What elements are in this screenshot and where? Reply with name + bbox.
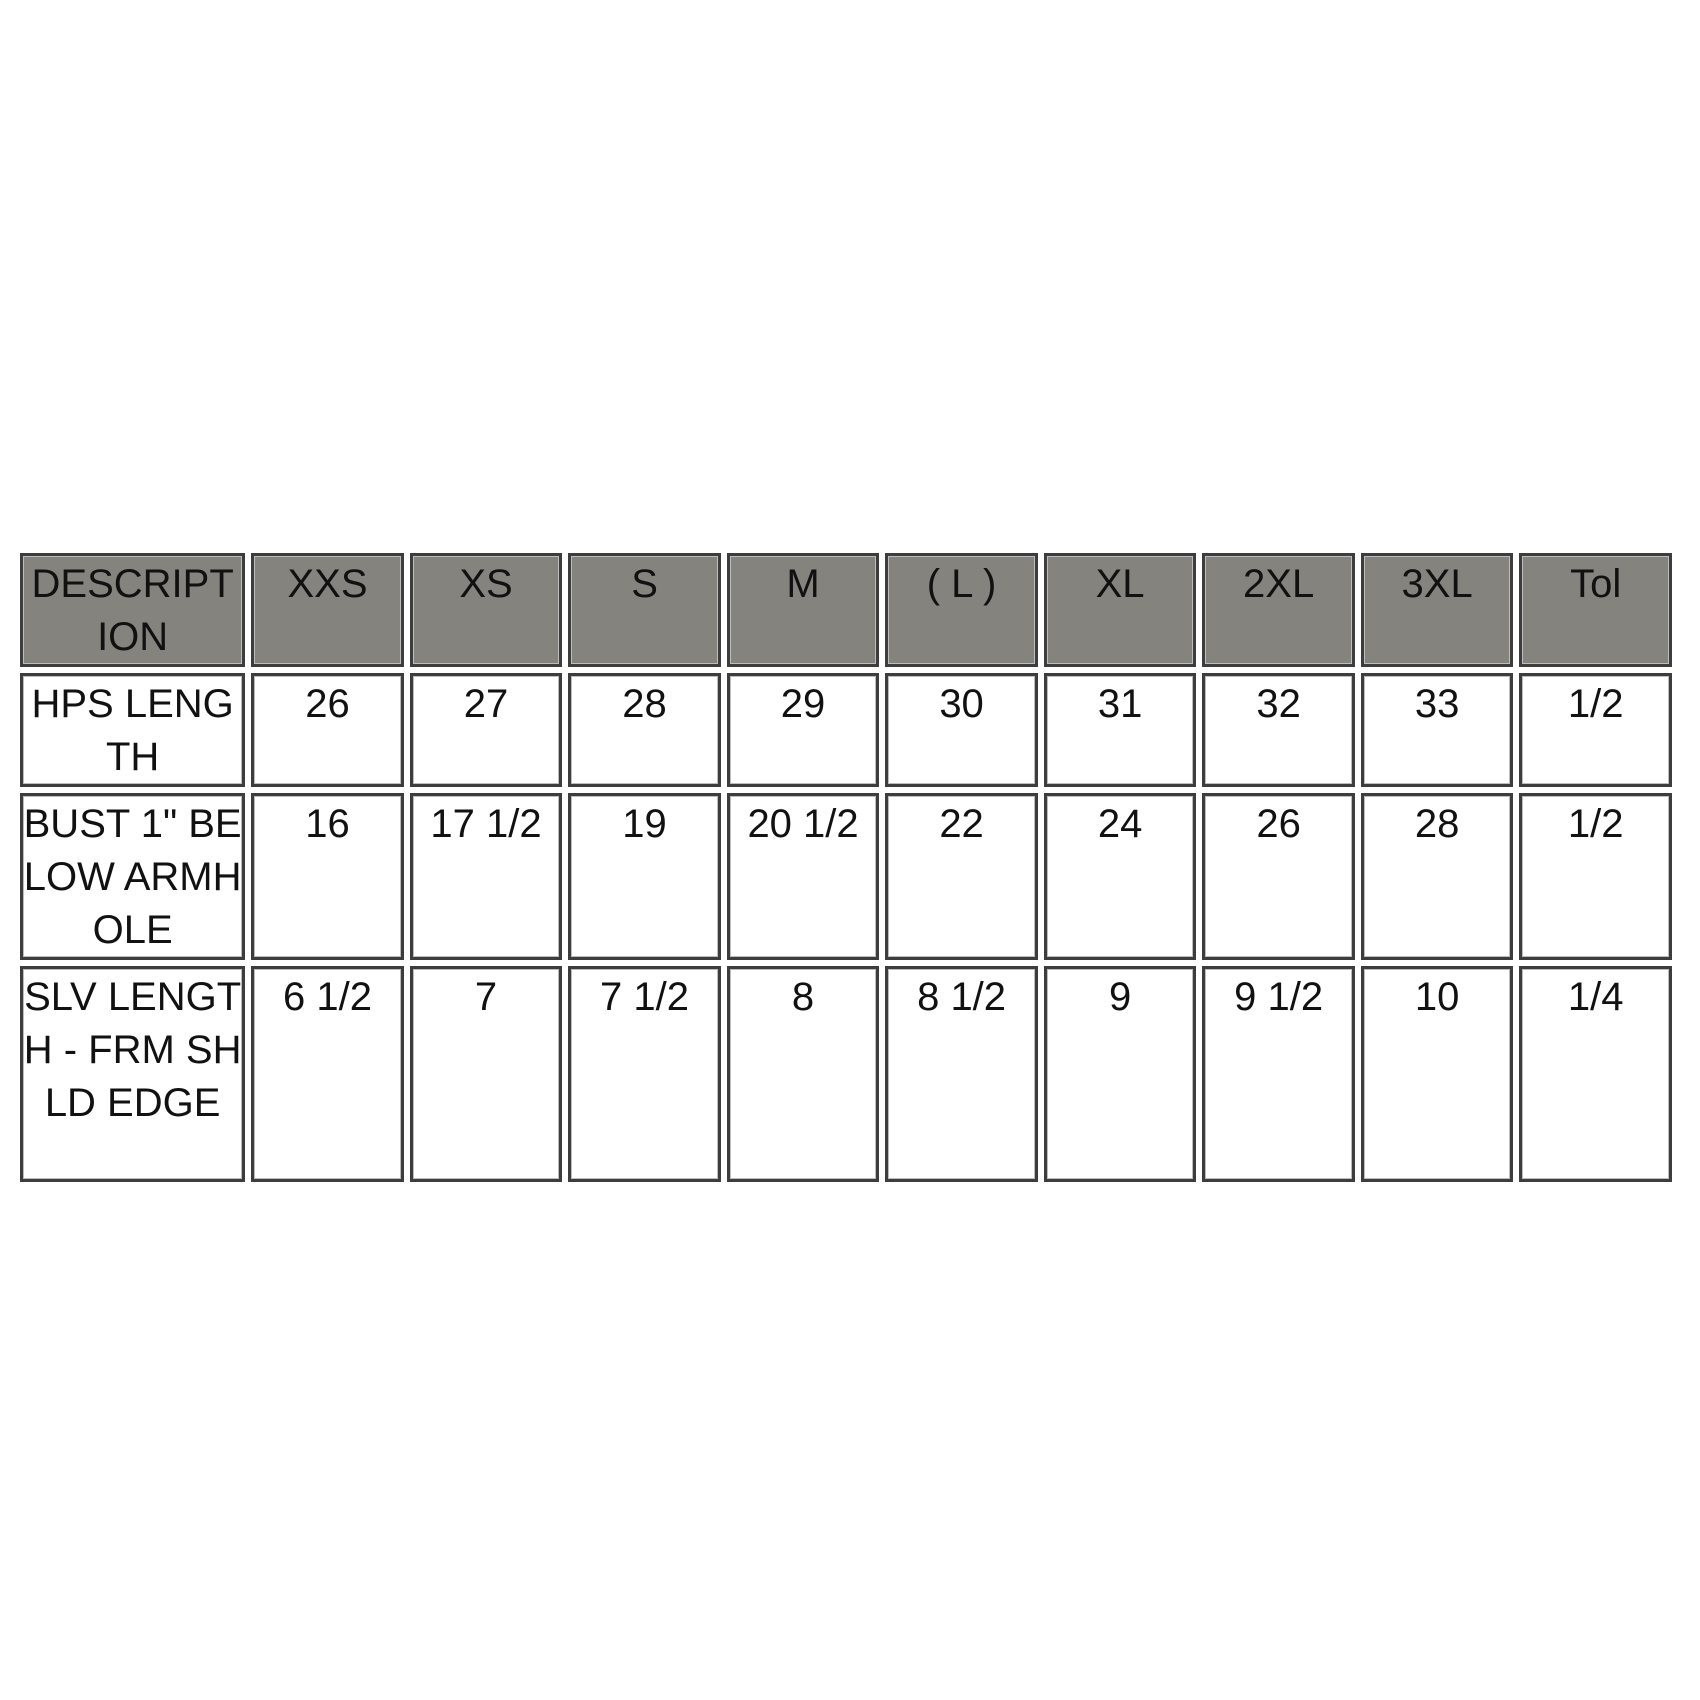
row-description-text: SLV LENGTH - FRM SHLD EDGE xyxy=(23,975,242,1125)
table-cell: 6 1/2 xyxy=(251,966,404,1182)
row-description xyxy=(20,966,245,1182)
header-tolerance: Tol xyxy=(1519,553,1672,667)
table-cell: 29 xyxy=(727,673,880,787)
table-cell: 8 1/2 xyxy=(885,966,1038,1182)
table-cell: 26 xyxy=(251,673,404,787)
table-cell: 16 xyxy=(251,793,404,960)
header-description xyxy=(20,553,245,667)
table-cell: 19 xyxy=(568,793,721,960)
table-row xyxy=(20,673,1672,787)
table-cell: 26 xyxy=(1202,793,1355,960)
row-description xyxy=(20,793,245,960)
header-description-line2: ION xyxy=(97,615,169,659)
table-cell: 30 xyxy=(885,673,1038,787)
table-cell: 28 xyxy=(568,673,721,787)
table-cell: 27 xyxy=(410,673,563,787)
table-cell-tolerance: 1/2 xyxy=(1519,673,1672,787)
header-size-xl: XL xyxy=(1044,553,1197,667)
table-cell: 7 1/2 xyxy=(568,966,721,1182)
table-cell: 8 xyxy=(727,966,880,1182)
table-cell: 10 xyxy=(1361,966,1514,1182)
header-size-m: M xyxy=(727,553,880,667)
header-description-line1: DESCRIPT xyxy=(31,562,234,606)
table-cell-tolerance: 1/2 xyxy=(1519,793,1672,960)
header-size-l: ( L ) xyxy=(885,553,1038,667)
table-cell: 9 xyxy=(1044,966,1197,1182)
header-row xyxy=(20,553,1672,667)
header-size-xs: XS xyxy=(410,553,563,667)
header-size-xxs: XXS xyxy=(251,553,404,667)
table-cell: 28 xyxy=(1361,793,1514,960)
header-size-2xl: 2XL xyxy=(1202,553,1355,667)
table-cell: 32 xyxy=(1202,673,1355,787)
table-cell-tolerance: 1/4 xyxy=(1519,966,1672,1182)
row-description-text: BUST 1" BELOW ARMHOLE xyxy=(23,802,242,952)
table-cell: 20 1/2 xyxy=(727,793,880,960)
table-cell: 7 xyxy=(410,966,563,1182)
table-cell: 33 xyxy=(1361,673,1514,787)
row-description-text: HPS LENGTH xyxy=(31,682,234,779)
header-size-s: S xyxy=(568,553,721,667)
table-row xyxy=(20,793,1672,960)
table-cell: 17 1/2 xyxy=(410,793,563,960)
size-chart-table xyxy=(14,547,1678,1188)
table-cell: 31 xyxy=(1044,673,1197,787)
row-description xyxy=(20,673,245,787)
table-cell: 24 xyxy=(1044,793,1197,960)
table-cell: 9 1/2 xyxy=(1202,966,1355,1182)
table-cell: 22 xyxy=(885,793,1038,960)
header-size-3xl: 3XL xyxy=(1361,553,1514,667)
table-row xyxy=(20,966,1672,1182)
